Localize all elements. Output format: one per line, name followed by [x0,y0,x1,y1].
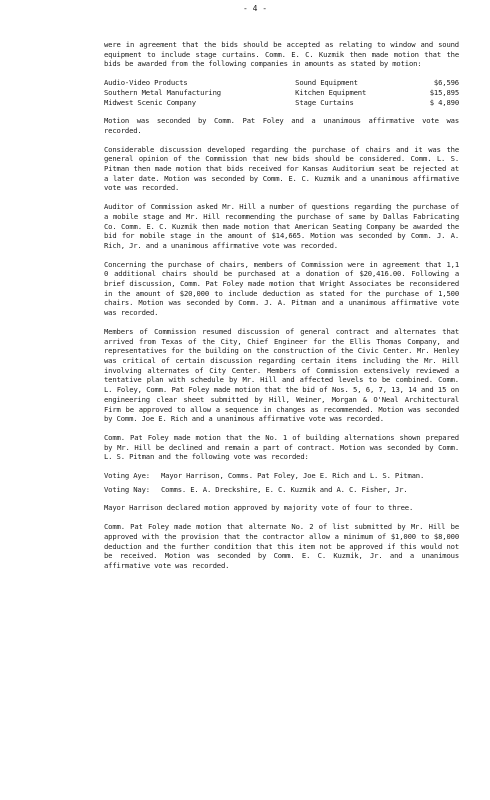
minutes-text [104,40,459,580]
bid-item: Stage Curtains [295,97,354,107]
bid-item: Sound Equipment [295,78,358,88]
bid-company: Audio-Video Products [104,78,188,88]
vote-nay [104,485,459,495]
bid-company: Southern Metal Manufacturing [104,87,221,97]
paragraph: Comm. Pat Foley made motion that the No. 1 of building alternations shown prepared by Mr. Hill be declined and remain a part of contract. Motion was seconded by Comm. L. S. Pitman and the following vote was recorded: [104,432,459,462]
bid-item: Kitchen Equipment [295,87,367,97]
bid-awards-table [104,78,459,107]
page-number: - 4 - [243,4,268,13]
paragraph: Motion was seconded by Comm. Pat Foley and a unanimous affirmative vote was recorded. [104,116,459,135]
table-row [104,78,459,88]
paragraph: Members of Commission resumed discussion of general contract and alternates that arrived from Texas of the City, Chief Engineer for the Ellis Thomas Company, and representatives for the building on the construction of the Civic Center. Mr. Henley was critical of certain discussion regarding certain items including the Mr. Hill involving alternates of City Center. Members of Commission extensively reviewed a tentative plan with schedule by Mr. Hill and affected levels to be combined. Comm. L. Foley, Comm. Pat Foley made motion that the bid of Nos. 5, 6, 7, 13, 14 and 15 on engineering clear sheet submitted by Hill, Weiner, Morgan & O'Neal Architectural Firm be approved to allow a sequence in changes as recommended. Motion was seconded by Comm. Joe E. Rich and a unanimous affirmative vote was recorded. [104,326,459,424]
vote-label: Voting Nay: [104,484,150,494]
paragraph: Comm. Pat Foley made motion that alternate No. 2 of list submitted by Mr. Hill be approved with the provision that the contractor allow a minimum of $1,000 to $8,000 deduction and the further condition that this item not be approved if this would not be received. Motion was seconded by Comm. E. C. Kuzmik, Jr. and a unanimous affirmative vote was recorded. [104,522,459,570]
table-row [104,98,459,108]
paragraph: Considerable discussion developed regarding the purchase of chairs and it was the general opinion of the Commission that new bids should be considered. Comm. L. S. Pitman then made motion that bids received for Kansas Auditorium seat be rejected at a later date. Motion was seconded by Comm. E. C. Kuzmik and a unanimous affirmative vote was recorded. [104,144,459,193]
paragraph: were in agreement that the bids should be accepted as relating to window and sound equipment to include stage curtains. Comm. E. C. Kuzmik then made motion that the bids be awarded from the following companies in amounts as stated by motion: [104,40,459,69]
bid-amount: $6,596 [433,78,459,88]
vote-aye [104,471,459,481]
table-row [104,88,459,98]
paragraph: Concerning the purchase of chairs, members of Commission were in agreement that 1,1 0 additional chairs should be purchased at a donation of $20,416.00. Following a brief discussion, Comm. Pat Foley made motion that Wright Associates be reconsidered in the amount of $20,000 to include deduction as stated for the purchase of 1,500 chairs. Motion was seconded by Comm. J. A. Pitman and a unanimous affirmative vote was recorded. [104,259,459,318]
vote-members: Comms. E. A. Dreckshire, E. C. Kuzmik and A. C. Fisher, Jr. [161,484,408,494]
bid-company: Midwest Scenic Company [104,97,196,107]
vote-members: Mayor Harrison, Comms. Pat Foley, Joe E. Rich and L. S. Pitman. [161,471,425,481]
paragraph: Auditor of Commission asked Mr. Hill a number of questions regarding the purchase of a mobile stage and Mr. Hill recommending the purchase of same by Dallas Fabricating Co. Comm. E. C. Kuzmik then made motion that American Seating Company be awarded the bid for mobile stage in the amount of $14,665. Motion was seconded by Comm. J. A. Rich, Jr. and a unanimous affirmative vote was recorded. [104,202,459,250]
bid-amount: $15,895 [429,87,459,97]
vote-label: Voting Aye: [104,471,150,481]
bid-amount: $ 4,890 [429,97,459,107]
paragraph: Mayor Harrison declared motion approved by majority vote of four to three. [104,503,414,513]
